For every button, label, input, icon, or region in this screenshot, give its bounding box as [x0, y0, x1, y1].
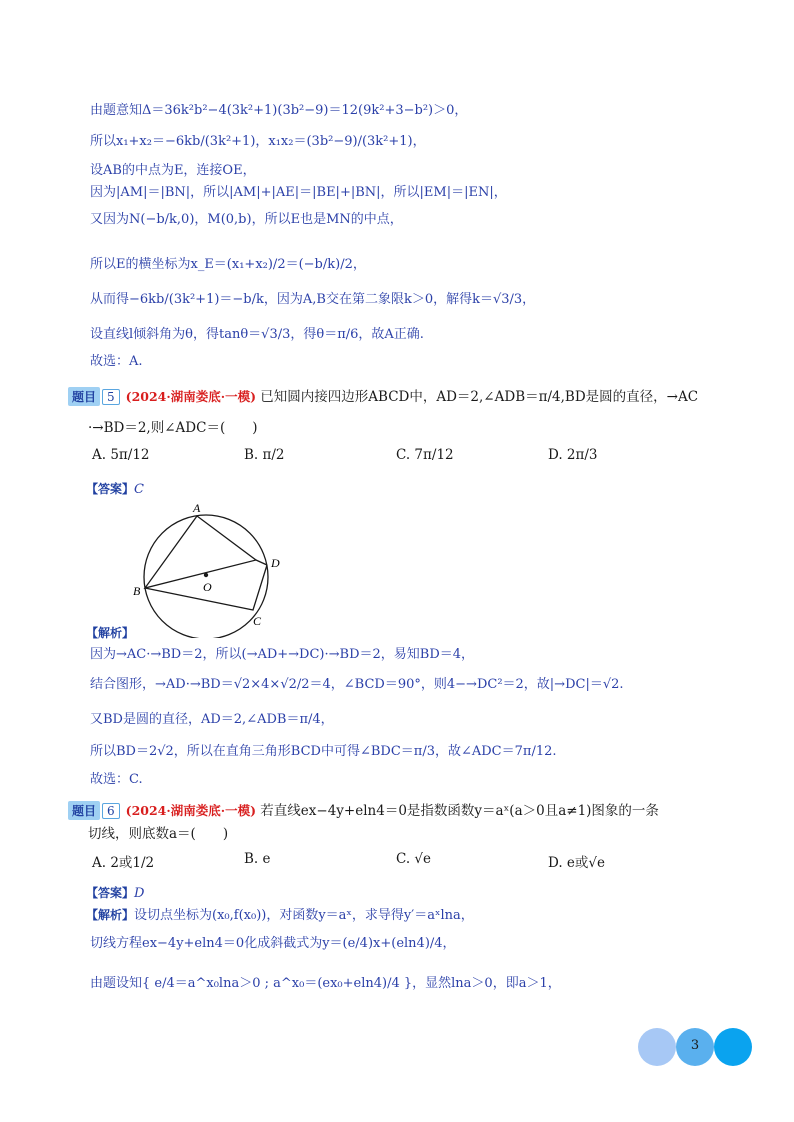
question-stem: 若直线ex−4y+eln4＝0是指数函数y＝aˣ(a＞0且a≠1)图象的一条: [260, 803, 659, 819]
label-o: O: [203, 580, 212, 594]
question-5-header: [68, 385, 698, 406]
pager-dot-right: [714, 1028, 752, 1066]
solution-line: 所以x₁+x₂＝−6kb/(3k²+1)，x₁x₂＝(3b²−9)/(3k²+1)，: [90, 134, 426, 149]
question-source: (2024·湖南娄底·一模): [125, 803, 256, 818]
page-number: 3: [690, 1038, 700, 1053]
question-6-header: [68, 799, 659, 820]
answer-value: D: [134, 886, 145, 901]
option-c: C. √e: [396, 851, 432, 867]
option-d: D. e或√e: [548, 855, 606, 871]
option-d: D. 2π/3: [548, 447, 598, 463]
analysis-line: 结合图形，→AD·→BD＝√2×4×√2/2＝4，∠BCD＝90°，则4−→DC²＝2，故|→DC|＝√2.: [90, 677, 624, 692]
analysis-line: 由题设知{ e/4＝a^x₀lna＞0 ; a^x₀＝(ex₀+eln4)/4 }，显然lna＞0，即a＞1，: [90, 976, 561, 991]
analysis-line: 因为→AC·→BD＝2，所以(→AD+→DC)·→BD＝2，易知BD＝4，: [90, 647, 475, 662]
solution-line: 设直线l倾斜角为θ，得tanθ＝√3/3，得θ＝π/6，故A正确.: [90, 327, 424, 342]
center-point: [204, 573, 208, 577]
question-badge: 题目: [68, 387, 100, 406]
option-b: B. π/2: [244, 447, 285, 463]
option-b: B. e: [244, 851, 271, 867]
page-number-badge: [638, 1028, 752, 1066]
answer-line: [86, 884, 144, 901]
question-badge: 题目: [68, 801, 100, 820]
question-stem: 已知圆内接四边形ABCD中，AD＝2,∠ADB＝π/4,BD是圆的直径，→AC: [260, 389, 699, 405]
analysis-line: 【解析】设切点坐标为(x₀,f(x₀))，对函数y＝aˣ，求导得y′＝aˣlna，: [86, 908, 474, 923]
answer-label: 【答案】: [86, 886, 135, 900]
answer-value: C: [134, 482, 144, 497]
analysis-line: 所以BD＝2√2，所以在直角三角形BCD中可得∠BDC＝π/3，故∠ADC＝7π/12.: [90, 744, 557, 759]
question-stem-continued: 切线，则底数a＝( ): [88, 826, 229, 842]
question-number: 5: [102, 389, 120, 405]
question-number: 6: [102, 803, 120, 819]
solution-line: 故选：A.: [90, 354, 143, 369]
analysis-label: 【解析】: [86, 626, 135, 640]
solution-line: 因为|AM|＝|BN|，所以|AM|+|AE|＝|BE|+|BN|，所以|EM|＝|EN|，: [90, 185, 507, 200]
solution-line: 从而得−6kb/(3k²+1)＝−b/k，因为A,B交在第二象限k＞0，解得k＝√3/3，: [90, 292, 536, 307]
option-c: C. 7π/12: [396, 447, 454, 463]
solution-line: 设AB的中点为E，连接OE，: [90, 163, 256, 178]
solution-line: 所以E的横坐标为x_E＝(x₁+x₂)/2＝(−b/k)/2，: [90, 257, 366, 272]
triangle-abd: [145, 516, 256, 588]
question-stem-continued: ·→BD＝2,则∠ADC＝( ): [88, 420, 258, 436]
answer-label: 【答案】: [86, 482, 135, 496]
circle-quadrilateral-figure: [125, 498, 295, 638]
label-b: B: [133, 584, 141, 598]
analysis-label: 【解析】: [86, 908, 135, 922]
label-a: A: [193, 501, 201, 515]
solution-line: 由题意知Δ＝36k²b²−4(3k²+1)(3b²−9)＝12(9k²+3−b²)＞0，: [90, 103, 468, 118]
analysis-line: 又BD是圆的直径，AD＝2,∠ADB＝π/4，: [90, 712, 334, 727]
question-source: (2024·湖南娄底·一模): [125, 389, 256, 404]
answer-line: [86, 480, 144, 497]
analysis-line: 切线方程ex−4y+eln4＝0化成斜截式为y＝(e/4)x+(eln4)/4，: [90, 936, 456, 951]
option-a: A. 2或1/2: [92, 855, 155, 871]
option-a: A. 5π/12: [92, 447, 150, 463]
analysis-line: 故选：C.: [90, 772, 143, 787]
label-d: D: [271, 556, 280, 570]
label-c: C: [253, 614, 262, 628]
solution-line: 又因为N(−b/k,0)，M(0,b)，所以E也是MN的中点，: [90, 212, 403, 227]
pager-dot-left: [638, 1028, 676, 1066]
